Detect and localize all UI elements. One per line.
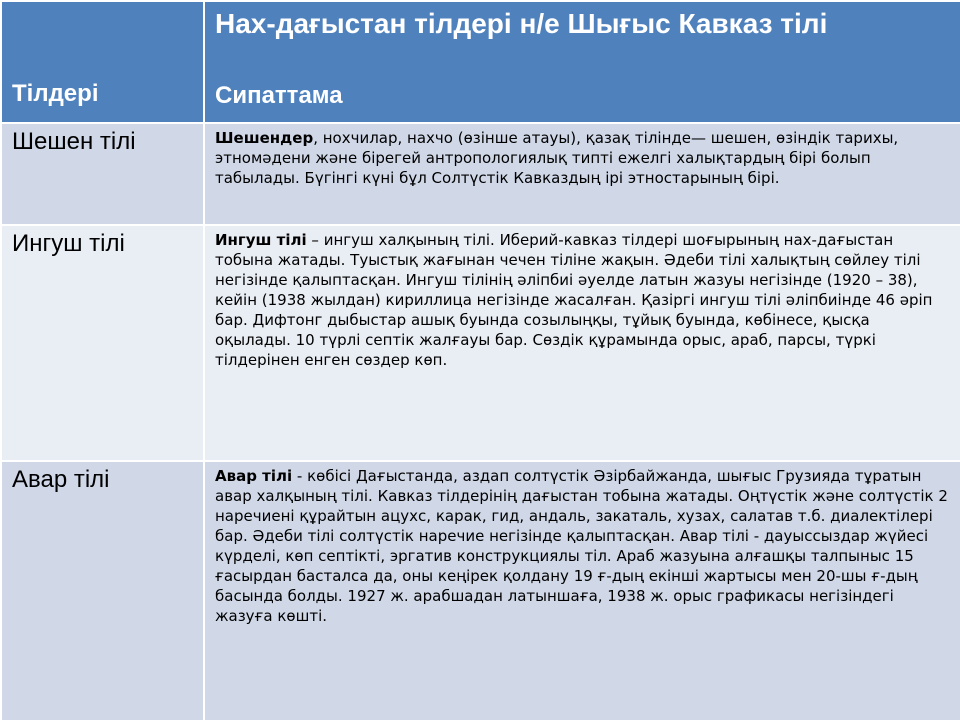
header-languages-label: Тілдері [12, 80, 99, 107]
language-name-cell [1, 225, 204, 461]
language-name: Авар тілі [12, 466, 110, 493]
table-row [1, 461, 960, 720]
header-cell-description [204, 1, 960, 123]
description-term: Авар тілі [215, 467, 293, 485]
table-header-row [1, 1, 960, 123]
language-name: Шешен тілі [12, 128, 136, 155]
description-text: , нохчилар, нахчо (өзінше атауы), қазақ тілінде— шешен, өзіндік тарихы, этномәдени және бірегей антропологиялық типті ежелгі халықтардың бірі болып табылады. Бүгінгі күні бұл Солтүстік Кавказдың ірі этностарының бірі. [215, 129, 899, 187]
language-name: Ингуш тілі [12, 230, 125, 257]
table-row [1, 123, 960, 225]
language-description-cell [204, 225, 960, 461]
header-title: Нах-дағыстан тілдері н/е Шығыс Кавказ тілі [215, 8, 828, 39]
description-text: - көбісі Дағыстанда, аздап солтүстік Әзірбайжанда, шығыс Грузияда тұратын авар халқының тілі. Кавказ тілдерінің дағыстан тобына жатады. Оңтүстік және солтүстік 2 наречиені құрайтын ацухс, карак, гид, андаль, закаталь, хузах, салатав т.б. диалектілері бар. Әдеби тілі солтүстік наречие негізінде қалыптасқан. Авар тілі - дауыссыздар жүйесі күрделі, көп септікті, эргатив конструкциялы тіл. Араб жазуына алғашқы талпыныс 15 ғасырдан басталса да, оны кеңірек қолдану 19 ғ-дың екінші жартысы мен 20-шы ғ-дың басында болды. 1927 ж. арабшадан латыншаға, 1938 ж. орыс графикасы негізіндегі жазуға көшті. [215, 467, 948, 625]
language-description-cell [204, 461, 960, 720]
language-description [205, 226, 960, 370]
description-term: Шешендер [215, 129, 314, 147]
language-name-cell [1, 461, 204, 720]
header-description-label: Сипаттама [215, 82, 343, 109]
table-row [1, 225, 960, 461]
header-cell-languages [1, 1, 204, 123]
language-description [205, 124, 960, 188]
language-description [205, 462, 960, 626]
description-term: Ингуш тілі [215, 231, 307, 249]
description-text: – ингуш халқының тілі. Иберий-кавказ тілдері шоғырының нах-дағыстан тобына жатады. Туыстық жағынан чечен тіліне жақын. Әдеби тілі халықтың сөйлеу тілі негізінде қалыптасқан. Ингуш тілінің әліпбиі әуелде латын жазуы негізінде (1920 – 38), кейін (1938 жылдан) кириллица негізінде жасалған. Қазіргі ингуш тілі әліпбиінде 46 әріп бар. Дифтонг дыбыстар ашық буында созылыңқы, тұйық буында, көбінесе, қысқа оқылады. 10 түрлі септік жалғауы бар. Сөздік құрамында орыс, араб, парсы, түркі тілдерінен енген сөздер көп. [215, 231, 933, 369]
language-description-cell [204, 123, 960, 225]
language-name-cell [1, 123, 204, 225]
